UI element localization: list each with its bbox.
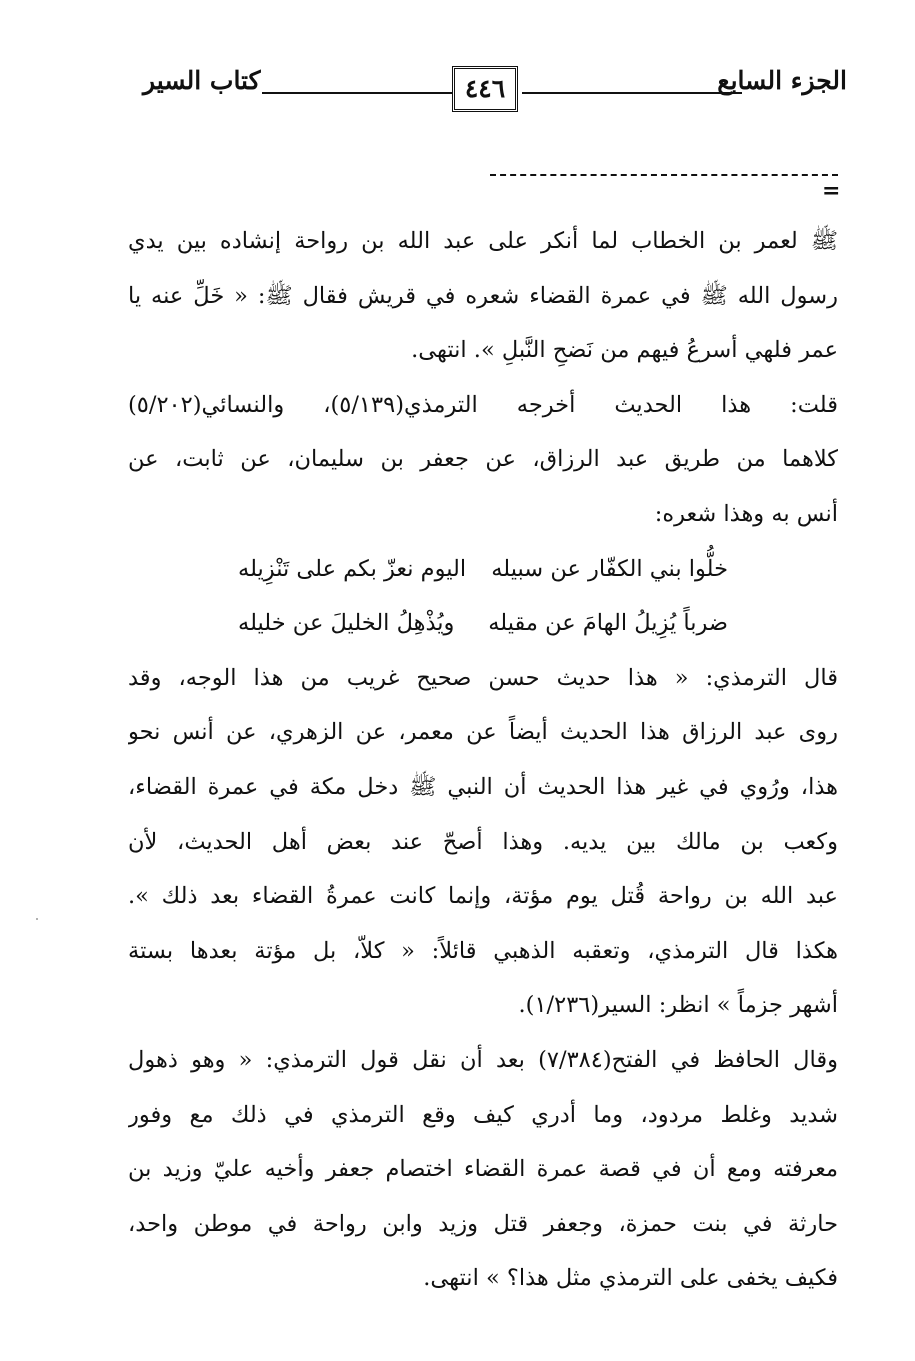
text-line: أشهر جزماً » انظر: السير(١/٢٣٦). [518,992,838,1019]
text-line: هذا، ورُوي في غير هذا الحديث أن النبي ﷺ دخل مكة في عمرة القضاء، [128,773,838,800]
text-line: عمر فلهي أسرعُ فيهم من نَضحِ النَّبلِ ». انتهى. [411,337,838,364]
verse-second-hemistich: اليوم نعزّ بكم على تَنْزِيله [238,555,467,582]
verse-first-hemistich: ضرباً يُزِيلُ الهامَ عن مقيله [488,610,728,637]
page-number: ٤٤٦ [452,66,518,112]
text-line: قلت: هذا الحديث أخرجه الترمذي(٥/١٣٩)، والنسائي(٥/٢٠٢) [128,391,838,418]
text-line: رسول الله ﷺ في عمرة القضاء شعره في قريش فقال ﷺ: « خَلِّ عنه يا [128,282,838,309]
text-line: معرفته ومع أن في قصة عمرة القضاء اختصام جعفر وأخيه عليّ وزيد بن [128,1156,838,1183]
footnote-text [128,214,838,1306]
text-line: فكيف يخفى على الترمذي مثل هذا؟ » انتهى. [423,1265,838,1292]
text-line: وقال الحافظ في الفتح(٧/٣٨٤) بعد أن نقل قول الترمذي: « وهو ذهول [128,1046,838,1073]
header-volume: الجزء السابع [717,66,847,95]
footnote-continuation-mark: = [822,178,841,204]
header-rule-right [522,92,742,94]
footnote-separator [490,174,838,176]
text-line: هكذا قال الترمذي، وتعقبه الذهبي قائلاً: « كلاّ، بل مؤتة بعدها بستة [128,937,838,964]
poem-verse [128,596,838,651]
text-line: أنس به وهذا شعره: [654,500,838,527]
header-rule-left [262,92,452,94]
text-line: روى عبد الرزاق هذا الحديث أيضاً عن معمر، عن الزهري، عن أنس نحو [128,719,838,746]
header-book-title: كتاب السير [143,66,261,95]
scan-speck [36,918,38,920]
text-line: شديد وغلط مردود، وما أدري كيف وقع الترمذي في ذلك مع وفور [128,1101,838,1128]
text-line: عبد الله بن رواحة قُتل يوم مؤتة، وإنما كانت عمرةُ القضاء بعد ذلك ». [128,883,838,910]
text-line: وكعب بن مالك بين يديه. وهذا أصحّ عند بعض أهل الحديث، لأن [128,828,838,855]
text-line: كلاهما من طريق عبد الرزاق، عن جعفر بن سليمان، عن ثابت، عن [128,446,838,473]
poem-verse [128,542,838,597]
verse-first-hemistich: خلُّوا بني الكفّار عن سبيله [491,555,728,582]
text-line: قال الترمذي: « هذا حديث حسن صحيح غريب من هذا الوجه، وقد [128,664,838,691]
text-line: حارثة في بنت حمزة، وجعفر قتل وزيد وابن رواحة في موطن واحد، [128,1210,838,1237]
verse-second-hemistich: ويُذْهِلُ الخليلَ عن خليله [238,610,455,637]
text-line: ﷺ لعمر بن الخطاب لما أنكر على عبد الله بن رواحة إنشاده بين يدي [128,228,838,254]
